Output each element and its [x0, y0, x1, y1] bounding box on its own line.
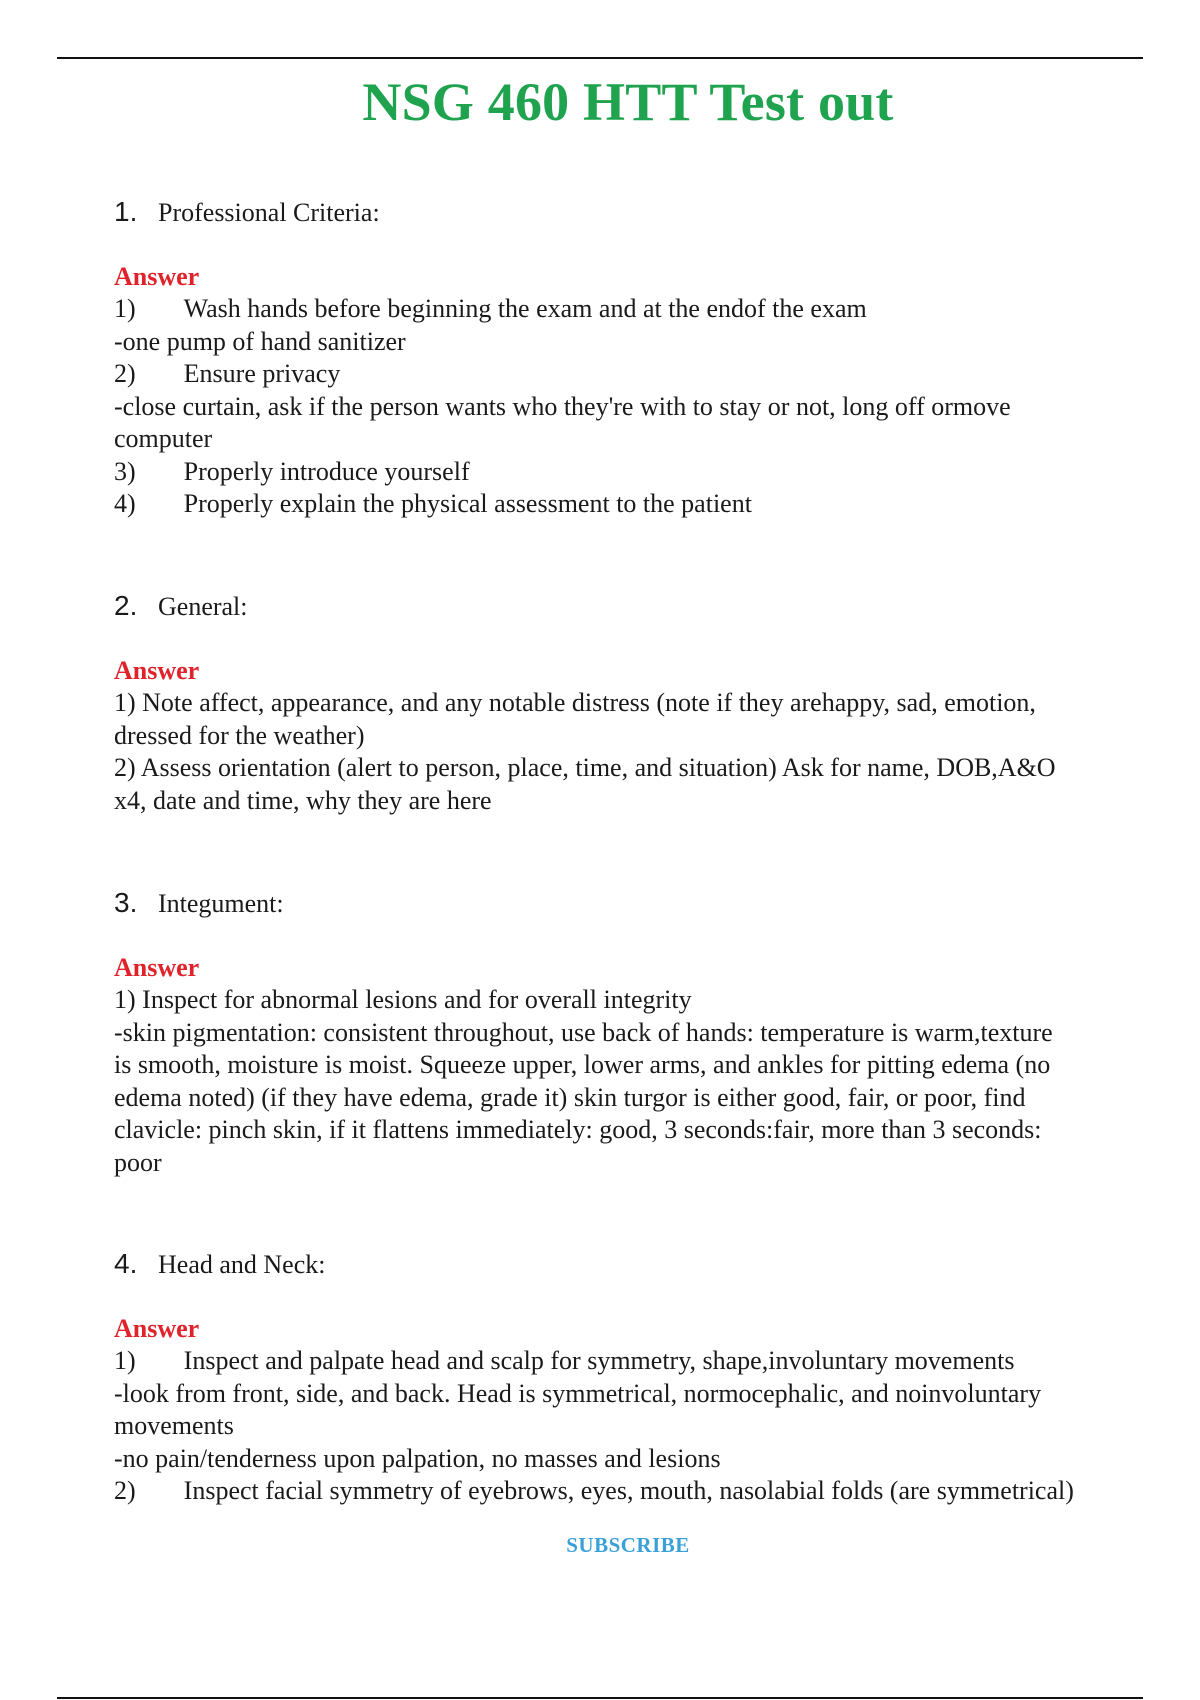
- question-1-heading: [114, 196, 1144, 236]
- list-number: 4): [114, 489, 136, 518]
- answer-line: x4, date and time, why they are here: [114, 785, 492, 815]
- question-4-heading: [114, 1248, 1144, 1288]
- question-2-number: 2.: [114, 590, 138, 621]
- answer-text: Inspect facial symmetry of eyebrows, eyes, mouth, nasolabial folds (are symmetrical): [183, 1476, 1074, 1505]
- answer-line: movements: [114, 1411, 234, 1440]
- answer-line: -no pain/tenderness upon palpation, no masses and lesions: [114, 1443, 721, 1473]
- question-3: [114, 887, 1144, 1179]
- question-4-number: 4.: [114, 1248, 138, 1279]
- question-3-title: Integument:: [158, 889, 284, 918]
- list-number: 3): [114, 456, 136, 486]
- answer-line: -one pump of hand sanitizer: [114, 326, 406, 356]
- answer-line: dressed for the weather): [114, 720, 365, 750]
- answer-line: clavicle: pinch skin, if it flattens immediately: good, 3 seconds:fair, more than 3 seconds:: [114, 1115, 1042, 1144]
- list-number: 1): [114, 294, 136, 323]
- answer-line: -skin pigmentation: consistent throughout, use back of hands: temperature is warm,texture: [114, 1017, 1053, 1047]
- top-rule: [57, 57, 1143, 59]
- question-1-number: 1.: [114, 196, 138, 227]
- question-1-title: Professional Criteria:: [158, 198, 380, 227]
- answer-line: [114, 1475, 1144, 1508]
- list-number: 2): [114, 1476, 136, 1505]
- question-3-number: 3.: [114, 887, 138, 918]
- list-number: 2): [114, 359, 136, 388]
- answer-line: -close curtain, ask if the person wants who they're with to stay or not, long off ormove: [114, 391, 1011, 421]
- question-1: [114, 196, 1144, 521]
- answer-line: -look from front, side, and back. Head is symmetrical, normocephalic, and noinvoluntary: [114, 1378, 1042, 1408]
- answer-label: Answer: [114, 953, 200, 982]
- answer-line: is smooth, moisture is moist. Squeeze upper, lower arms, and ankles for pitting edema (no: [114, 1050, 1051, 1079]
- answer-text: Inspect and palpate head and scalp for symmetry, shape,involuntary movements: [183, 1346, 1015, 1375]
- answer-line: 2) Assess orientation (alert to person, place, time, and situation) Ask for name, DOB,A&O: [114, 753, 1056, 782]
- answer-line: 1) Note affect, appearance, and any notable distress (note if they arehappy, sad, emotion,: [114, 688, 1036, 717]
- answer-line: computer: [114, 424, 213, 453]
- answer-line: [114, 293, 1144, 326]
- answer-text: Ensure privacy: [183, 359, 341, 388]
- answer-line: [114, 1345, 1144, 1378]
- answer-line: edema noted) (if they have edema, grade it) skin turgor is either good, fair, or poor, find: [114, 1082, 1026, 1112]
- answer-line: 1) Inspect for abnormal lesions and for overall integrity: [114, 985, 692, 1014]
- answer-label: Answer: [114, 656, 200, 685]
- answer-line: poor: [114, 1147, 162, 1177]
- answer-text: Wash hands before beginning the exam and at the endof the exam: [183, 294, 867, 323]
- answer-line: [114, 456, 1144, 489]
- question-4: [114, 1248, 1144, 1508]
- bottom-rule: [57, 1697, 1143, 1699]
- subscribe-link[interactable]: SUBSCRIBE: [566, 1533, 690, 1557]
- question-2-heading: [114, 590, 1144, 630]
- question-3-heading: [114, 887, 1144, 927]
- document-title: NSG 460 HTT Test out: [362, 72, 894, 132]
- answer-text: Properly introduce yourself: [183, 456, 470, 486]
- answer-label: Answer: [114, 1314, 200, 1343]
- question-4-title: Head and Neck:: [158, 1250, 326, 1279]
- answer-text: Properly explain the physical assessment to the patient: [183, 489, 752, 518]
- question-2-title: General:: [158, 592, 248, 621]
- answer-label: Answer: [114, 262, 200, 291]
- answer-line: [114, 488, 1144, 521]
- answer-line: [114, 358, 1144, 391]
- list-number: 1): [114, 1346, 136, 1375]
- question-2: [114, 590, 1144, 817]
